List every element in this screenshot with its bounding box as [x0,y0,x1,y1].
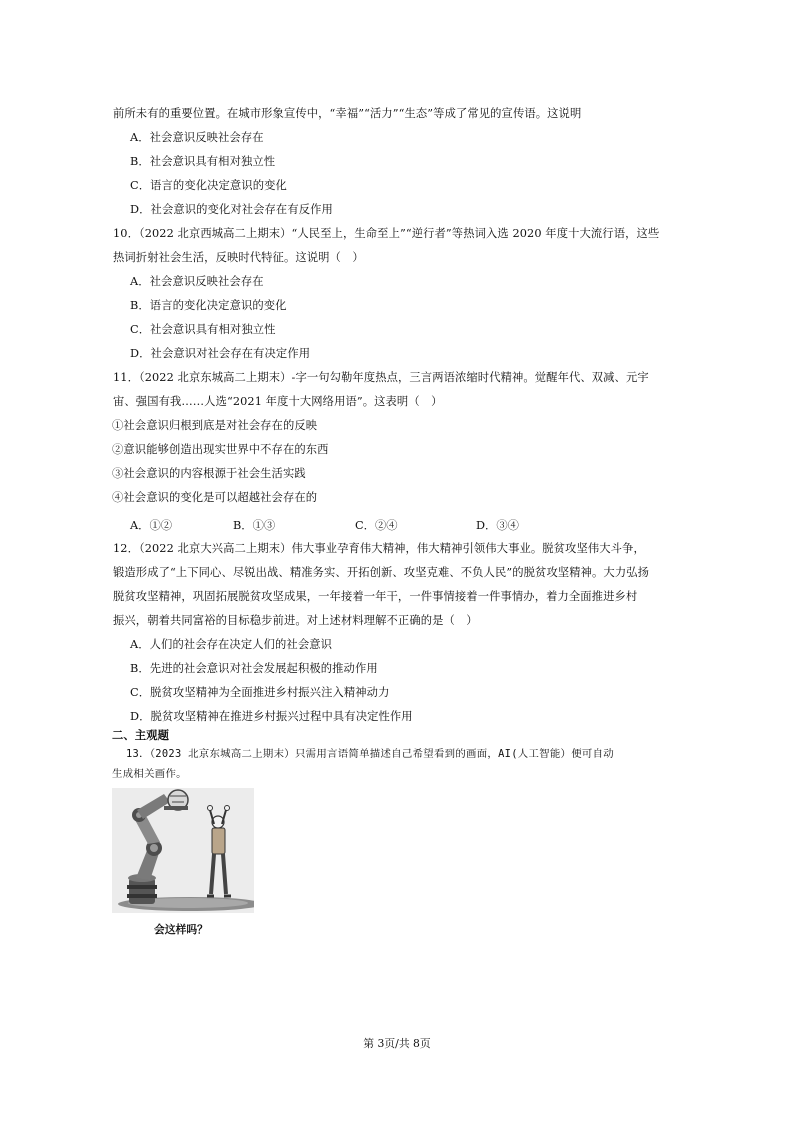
q12-option-d: D．脱贫攻坚精神在推进乡村振兴过程中具有决定性作用 [130,710,413,723]
figure-caption: 会这样吗？ [154,923,208,936]
q11-statement-1: ①社会意识归根到底是对社会存在的反映 [112,419,318,432]
q10-option-a: A．社会意识反映社会存在 [130,275,264,288]
robot-arm-illustration [112,788,254,913]
q9-stem-tail: 前所未有的重要位置。在城市形象宣传中，“幸福”“活力”“生态”等成了常见的宣传语。这说明 [113,107,582,120]
q9-option-d: D．社会意识的变化对社会存在有反作用 [130,203,333,216]
q12-stem-line2: 锻造形成了“上下同心、尽锐出战、精准务实、开拓创新、攻坚克难、不负人民”的脱贫攻坚精神。大力弘扬 [113,566,650,579]
q11-choice-a: A．①② [130,519,173,532]
q10-option-d: D．社会意识对社会存在有决定作用 [130,347,311,360]
q11-choice-d: D．③④ [476,519,519,532]
q12-option-c: C．脱贫攻坚精神为全面推进乡村振兴注入精神动力 [130,686,390,699]
q11-statement-2: ②意识能够创造出现实世界中不存在的东西 [112,443,329,456]
robot-arm-drawing [112,788,254,913]
q10-option-c: C．社会意识具有相对独立性 [130,323,276,336]
q12-stem-line3: 脱贫攻坚精神，巩固拓展脱贫攻坚成果，一年接着一年干，一件事情接着一件事情办，着力全面推进乡村 [113,590,638,603]
q9-option-a: A．社会意识反映社会存在 [130,131,264,144]
q10-stem-line2: 热词折射社会生活，反映时代特征。这说明（ ） [113,251,364,264]
q11-choices [130,517,550,533]
q13-stem-line1: 13．（2023 北京东城高二上期末）只需用言语简单描述自己希望看到的画面，AI(人工智能）便可自动 [126,748,614,760]
q11-statement-3: ③社会意识的内容根源于社会生活实践 [112,467,306,480]
q12-stem-line4: 振兴，朝着共同富裕的目标稳步前进。对上述材料理解不正确的是（ ） [113,614,478,627]
q13-stem-line2: 生成相关画作。 [112,768,187,780]
q12-stem-line1: 12．（2022 北京大兴高二上期末）伟大事业孕育伟大精神，伟大精神引领伟大事业。脱贫攻坚伟大斗争， [113,542,645,555]
q11-choice-b: B．①③ [233,519,276,532]
q10-stem-line1: 10．（2022 北京西城高二上期末）“人民至上，生命至上”“逆行者”等热词入选 2020 年度十大流行语，这些 [113,227,660,240]
q12-option-b: B．先进的社会意识对社会发展起积极的推动作用 [130,662,378,675]
q9-option-c: C．语言的变化决定意识的变化 [130,179,287,192]
q10-option-b: B．语言的变化决定意识的变化 [130,299,287,312]
q9-option-b: B．社会意识具有相对独立性 [130,155,276,168]
q11-stem-line2: 宙、强国有我……人选“2021 年度十大网络用语”。这表明（ ） [113,395,443,408]
q12-option-a: A．人们的社会存在决定人们的社会意识 [130,638,333,651]
q11-choice-c: C．②④ [355,519,398,532]
page-footer: 第 3页/共 8页 [363,1037,431,1050]
section-heading-subjective: 二、主观题 [112,728,169,742]
q11-statement-4: ④社会意识的变化是可以超越社会存在的 [112,491,318,504]
q11-stem-line1: 11．（2022 北京东城高二上期末）-字一句勾勒年度热点，三言两语浓缩时代精神。觉醒年代、双减、元宇 [113,371,649,384]
